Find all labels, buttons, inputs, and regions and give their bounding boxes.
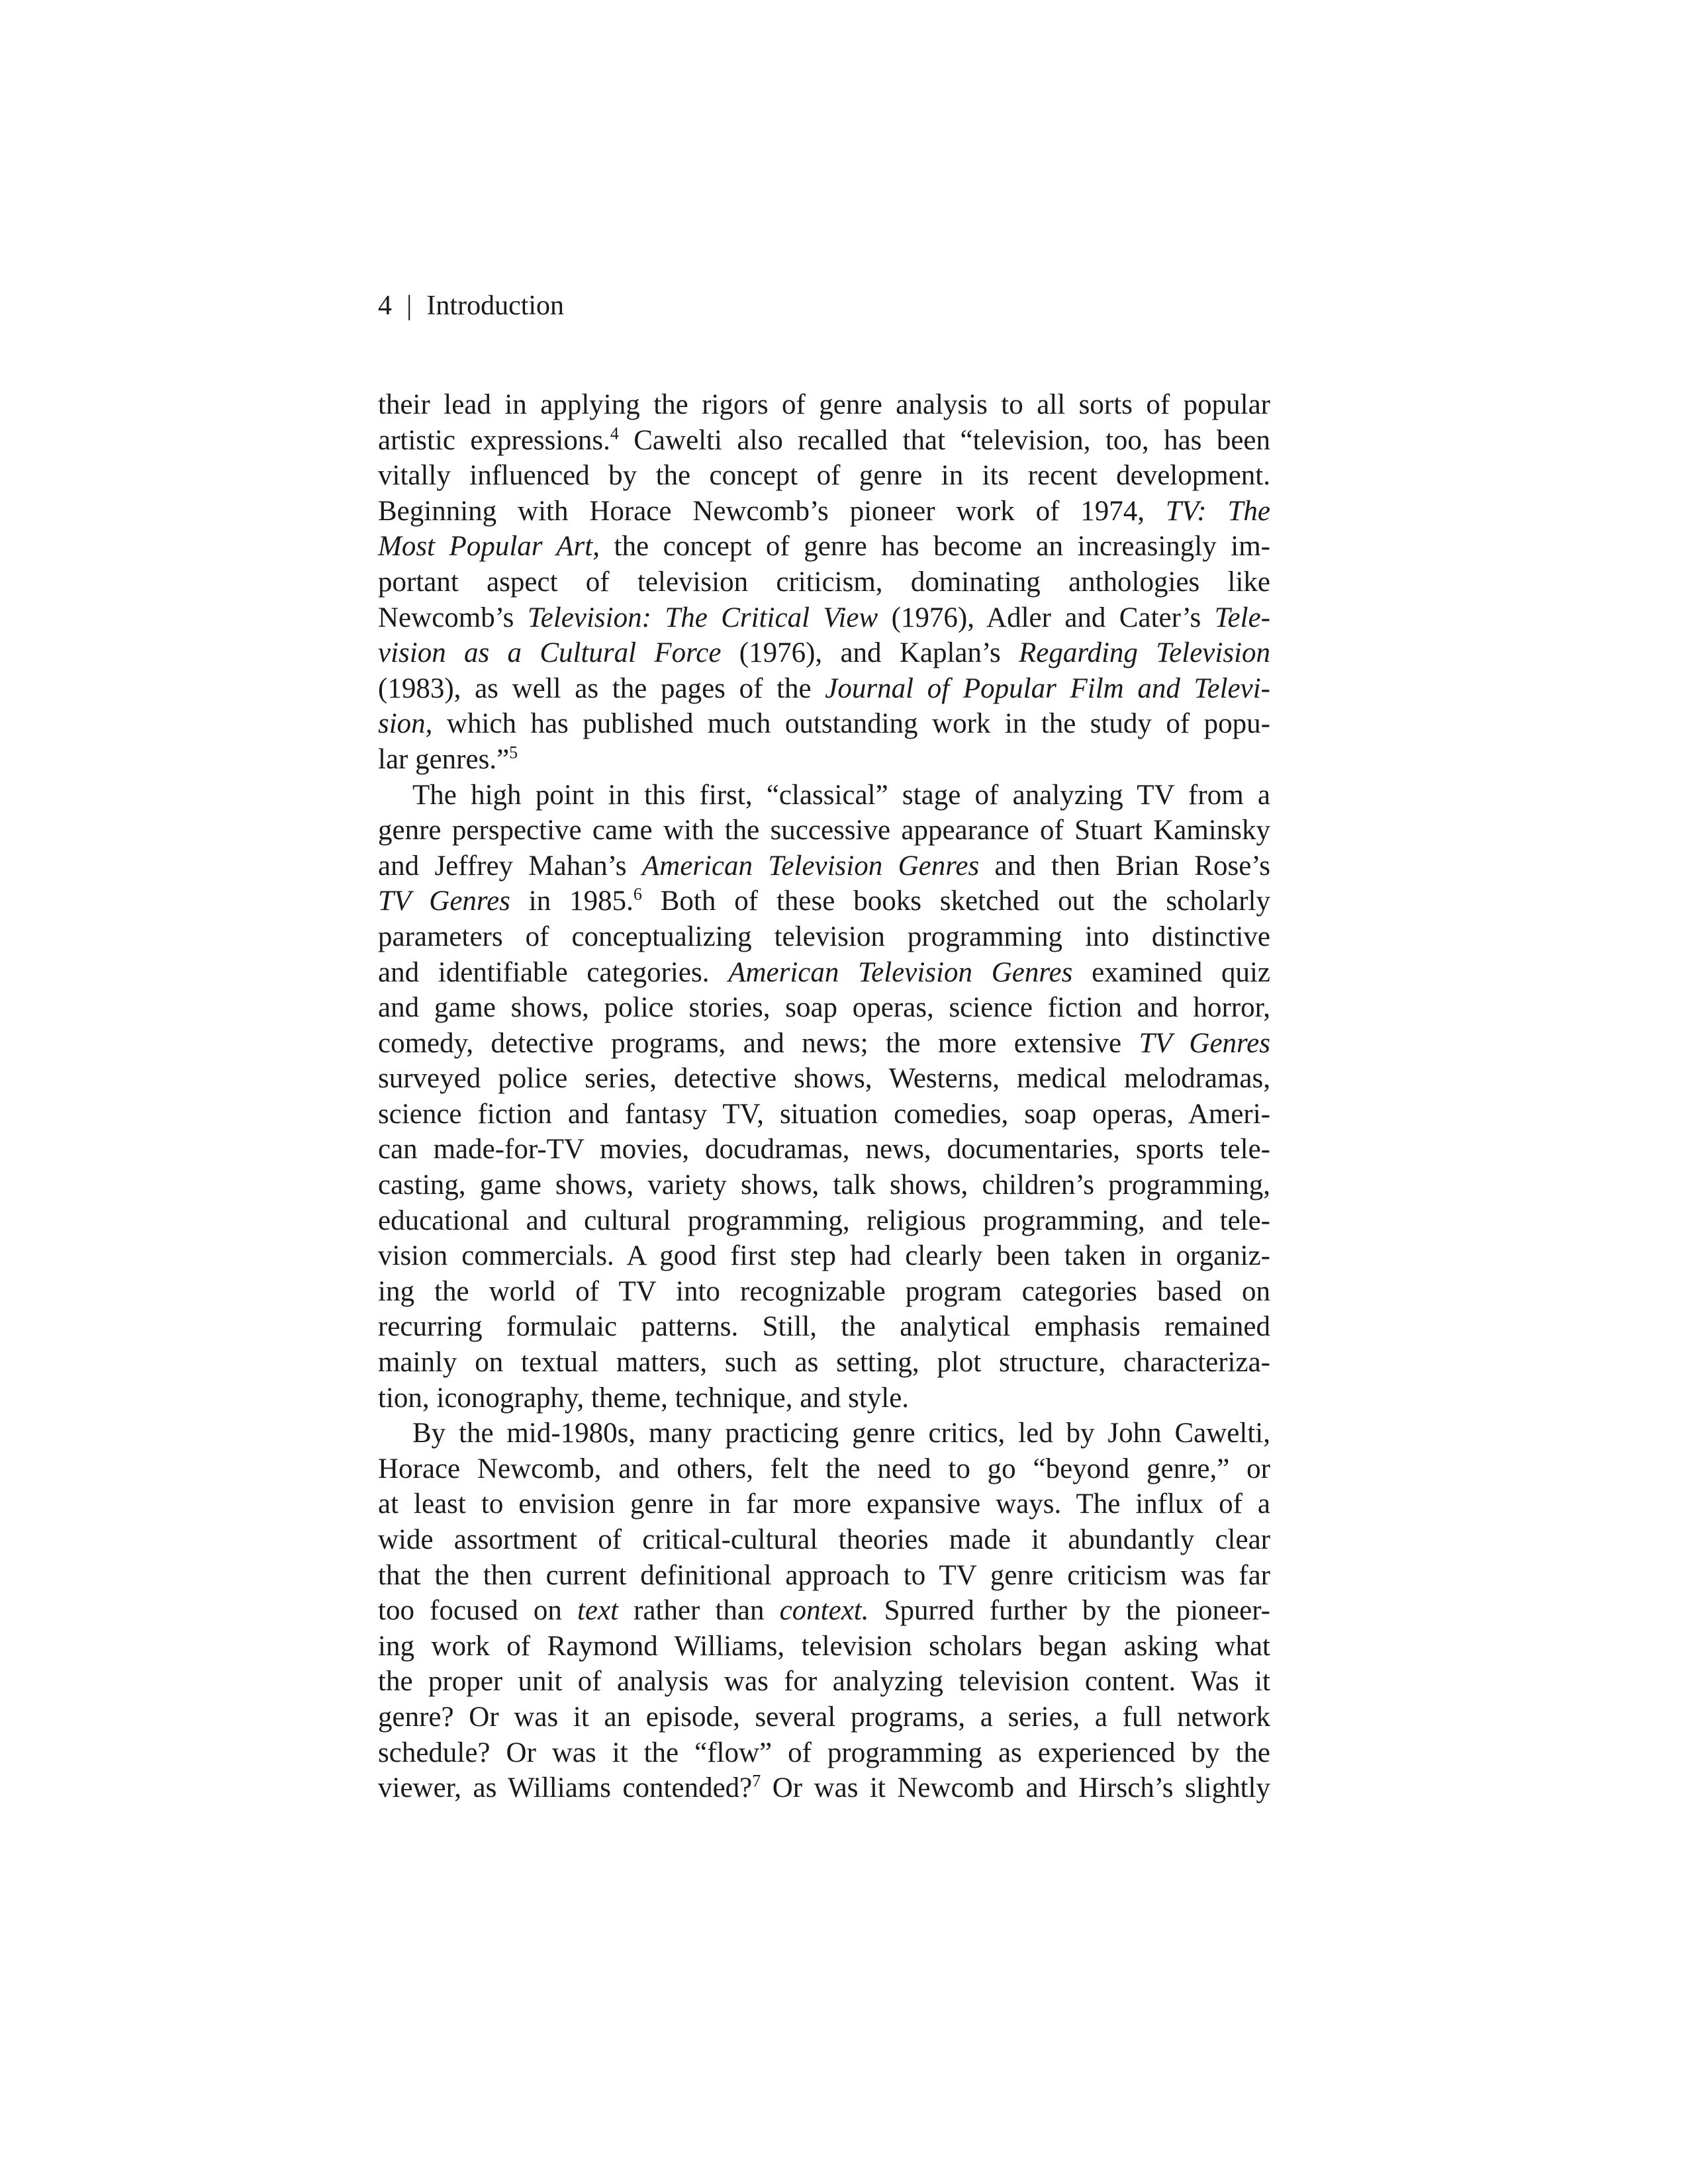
text-run: Horace Newcomb, and others, felt the need to go “beyond genre,” or <box>378 1453 1270 1484</box>
italic-title: Tele- <box>1214 602 1270 633</box>
text-line <box>378 1522 1270 1558</box>
text-line <box>378 1486 1270 1522</box>
text-line <box>378 1558 1270 1594</box>
text-run: viewer, as Williams contended? <box>378 1772 753 1804</box>
text-line <box>378 1061 1270 1097</box>
italic-title: Television: The Critical View <box>527 602 878 633</box>
text-run: and then Brian Rose’s <box>979 850 1270 882</box>
text-run: The high point in this first, “classical” stage of analyzing TV from a <box>412 779 1270 811</box>
italic-title: TV Genres <box>1139 1027 1270 1059</box>
text-line <box>378 1593 1270 1629</box>
text-run: at least to envision genre in far more expansive ways. The influx of a <box>378 1488 1270 1520</box>
text-line <box>378 1700 1270 1735</box>
text-line <box>378 1735 1270 1771</box>
text-run: vitally influenced by the concept of genre in its recent development. <box>378 460 1270 492</box>
text-run: educational and cultural programming, religious programming, and tele- <box>378 1205 1270 1236</box>
text-line <box>378 458 1270 494</box>
text-run: and identifiable categories. <box>378 956 729 988</box>
paragraph <box>378 387 1270 778</box>
italic-title: American Television Genres <box>728 956 1073 988</box>
text-run: their lead in applying the rigors of genre analysis to all sorts of popular <box>378 389 1270 420</box>
text-line <box>378 884 1270 919</box>
text-line <box>378 1664 1270 1700</box>
text-line <box>378 778 1270 813</box>
text-run: mainly on textual matters, such as setting, plot structure, characteriza- <box>378 1347 1270 1379</box>
text-run: which has published much outstanding work in the study of popu- <box>432 708 1270 740</box>
footnote-marker: 5 <box>509 743 518 762</box>
italic-title: context. <box>779 1595 869 1627</box>
text-line <box>378 1309 1270 1345</box>
text-line <box>378 1770 1270 1806</box>
text-run: in 1985. <box>510 886 633 917</box>
text-line <box>378 635 1270 671</box>
text-line <box>378 706 1270 742</box>
text-run: science fiction and fantasy TV, situation comedies, soap operas, Ameri- <box>378 1098 1270 1130</box>
text-run: wide assortment of critical-cultural theories made it abundantly clear <box>378 1524 1270 1555</box>
text-run: portant aspect of television criticism, dominating anthologies like <box>378 566 1270 598</box>
text-run: Beginning with Horace Newcomb’s pioneer work of 1974, <box>378 495 1166 527</box>
text-line <box>378 671 1270 707</box>
text-line <box>378 1238 1270 1274</box>
text-run: ing work of Raymond Williams, television scholars began asking what <box>378 1630 1270 1662</box>
text-line <box>378 1381 1270 1416</box>
text-line <box>378 1451 1270 1487</box>
text-line <box>378 1167 1270 1203</box>
text-line <box>378 1026 1270 1062</box>
text-run: and Jeffrey Mahan’s <box>378 850 642 882</box>
italic-title: sion, <box>378 708 433 740</box>
text-line <box>378 600 1270 636</box>
text-line <box>378 848 1270 884</box>
text-run: Newcomb’s <box>378 602 528 633</box>
text-line <box>378 529 1270 565</box>
text-run: parameters of conceptualizing television programming into distinctive <box>378 921 1270 952</box>
text-line <box>378 1132 1270 1167</box>
text-run: genre? Or was it an episode, several programs, a series, a full network <box>378 1701 1270 1733</box>
text-run: that the then current definitional approach to TV genre criticism was far <box>378 1559 1270 1591</box>
running-head <box>378 287 1278 324</box>
italic-title: vision as a Cultural Force <box>378 637 722 669</box>
text-run: the concept of genre has become an increasingly im- <box>599 531 1270 563</box>
text-run: tion, iconography, theme, technique, and style. <box>378 1382 910 1414</box>
text-run: too focused on <box>378 1595 577 1627</box>
page-number: 4 <box>378 291 392 321</box>
text-run: Or was it Newcomb and Hirsch’s slightly <box>761 1772 1270 1804</box>
text-line <box>378 955 1270 991</box>
text-line <box>378 387 1270 423</box>
footnote-marker: 6 <box>633 884 642 904</box>
text-line <box>378 1345 1270 1381</box>
text-run: rather than <box>618 1595 780 1627</box>
italic-title: Most Popular Art, <box>378 531 600 563</box>
text-run: casting, game shows, variety shows, talk shows, children’s programming, <box>378 1169 1270 1201</box>
text-run: ing the world of TV into recognizable program categories based on <box>378 1275 1270 1307</box>
text-run: examined quiz <box>1072 956 1271 988</box>
text-line <box>378 1416 1270 1451</box>
italic-title: Regarding Television <box>1018 637 1271 669</box>
text-run: (1976), Adler and Cater’s <box>878 602 1215 633</box>
text-run: surveyed police series, detective shows, Westerns, medical melodramas, <box>378 1063 1270 1095</box>
text-line <box>378 423 1270 459</box>
text-run: recurring formulaic patterns. Still, the analytical emphasis remained <box>378 1311 1270 1343</box>
text-line <box>378 494 1270 529</box>
text-run: Spurred further by the pioneer- <box>868 1595 1271 1627</box>
italic-title: TV Genres <box>378 886 510 917</box>
text-line <box>378 1274 1270 1310</box>
text-line <box>378 1097 1270 1132</box>
text-line <box>378 1203 1270 1239</box>
italic-title: text <box>577 1595 619 1627</box>
footnote-marker: 7 <box>752 1771 761 1791</box>
text-run: and game shows, police stories, soap operas, science fiction and horror, <box>378 992 1270 1024</box>
section-title: Introduction <box>426 291 565 321</box>
text-line <box>378 742 1270 778</box>
footnote-marker: 4 <box>610 424 619 443</box>
text-run: lar genres.” <box>378 743 510 775</box>
body-text <box>378 387 1270 1806</box>
text-run: artistic expressions. <box>378 424 610 456</box>
text-run: the proper unit of analysis was for analyzing television content. Was it <box>378 1666 1270 1698</box>
text-line <box>378 813 1270 848</box>
text-line <box>378 565 1270 600</box>
italic-title: Journal of Popular Film and Televi- <box>825 672 1270 704</box>
text-run: genre perspective came with the successive appearance of Stuart Kaminsky <box>378 815 1270 846</box>
text-run: By the mid-1980s, many practicing genre critics, led by John Cawelti, <box>412 1418 1270 1449</box>
text-line <box>378 919 1270 955</box>
text-run: vision commercials. A good first step had clearly been taken in organiz- <box>378 1240 1270 1272</box>
text-run: can made-for-TV movies, docudramas, news, documentaries, sports tele- <box>378 1134 1270 1165</box>
text-run: Cawelti also recalled that “television, too, has been <box>618 424 1270 456</box>
text-line <box>378 1629 1270 1664</box>
text-run: (1976), and Kaplan’s <box>721 637 1019 669</box>
paragraph <box>378 778 1270 1416</box>
text-run: Both of these books sketched out the scholarly <box>641 886 1270 917</box>
text-run: comedy, detective programs, and news; the more extensive <box>378 1027 1139 1059</box>
paragraph <box>378 1416 1270 1806</box>
running-head-separator: | <box>406 291 412 321</box>
italic-title: American Television Genres <box>641 850 980 882</box>
text-line <box>378 990 1270 1026</box>
text-run: (1983), as well as the pages of the <box>378 672 825 704</box>
italic-title: TV: The <box>1165 495 1270 527</box>
text-run: schedule? Or was it the “flow” of programming as experienced by the <box>378 1737 1270 1768</box>
